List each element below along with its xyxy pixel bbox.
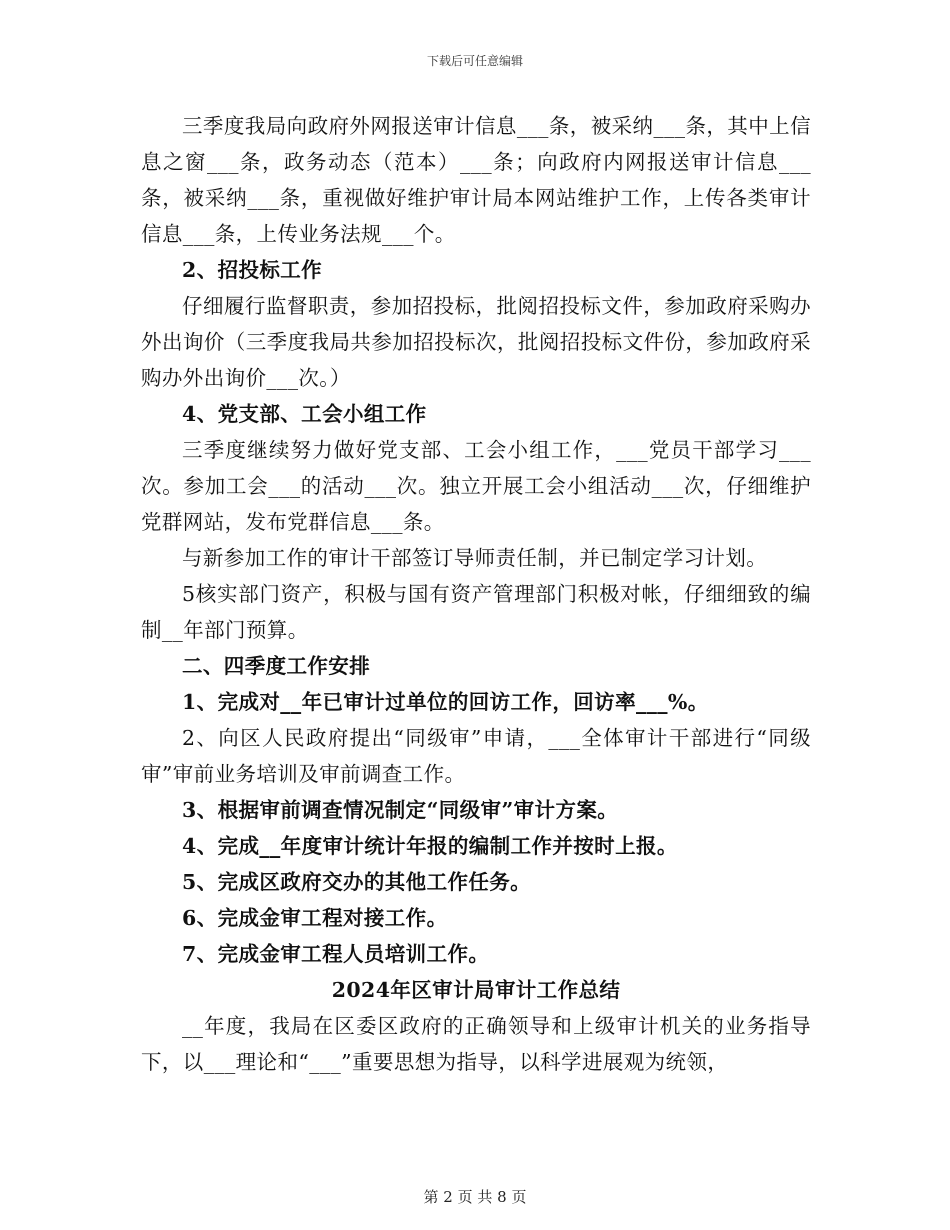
plan-item-4: 4、完成__年度审计统计年报的编制工作并按时上报。 (182, 834, 678, 858)
document-title: 2024年区审计局审计工作总结 (331, 978, 621, 1002)
plan-item-1: 1、完成对__年已审计过单位的回访工作，回访率___%。 (182, 690, 709, 714)
paragraph-info-report: 三季度我局向政府外网报送审计信息___条，被采纳___条，其中上信息之窗___条，政务动态（范本）___条；向政府内网报送审计信息___条，被采纳___条，重视做好维护审计局本网站维护工作，上传各类审计信息___条，上传业务法规___个。 (141, 114, 811, 246)
heading-party-union-work: 4、党支部、工会小组工作 (182, 402, 427, 426)
plan-item-6: 6、完成金审工程对接工作。 (182, 906, 448, 930)
plan-item-7: 7、完成金审工程人员培训工作。 (182, 942, 490, 966)
page-number: 第 2 页 共 8 页 (423, 1188, 527, 1206)
section-heading-q4-plan: 二、四季度工作安排 (182, 654, 371, 678)
paragraph-bidding: 仔细履行监督职责，参加招投标，批阅招投标文件，参加政府采购办外出询价（三季度我局共参加招投标次，批阅招投标文件份，参加政府采购办外出询价___次。） (141, 294, 811, 390)
paragraph-assets: 5核实部门资产，积极与国有资产管理部门积极对帐，仔细细致的编制__年部门预算。 (141, 582, 811, 642)
document-body (141, 108, 811, 1080)
paragraph-annual-intro: __年度，我局在区委区政府的正确领导和上级审计机关的业务指导下，以___理论和“___”重要思想为指导，以科学进展观为统领， (141, 1014, 811, 1074)
plan-item-3: 3、根据审前调查情况制定“同级审”审计方案。 (182, 798, 619, 822)
plan-item-5: 5、完成区政府交办的其他工作任务。 (182, 870, 532, 894)
heading-bidding-work: 2、招投标工作 (182, 258, 323, 282)
page-header: 下载后可任意编辑 (426, 54, 523, 68)
paragraph-party-union: 三季度继续努力做好党支部、工会小组工作，___党员干部学习___次。参加工会___的活动___次。独立开展工会小组活动___次，仔细维护党群网站，发布党群信息___条。 (141, 438, 811, 534)
paragraph-mentorship: 与新参加工作的审计干部签订导师责任制，并已制定学习计划。 (182, 546, 768, 570)
plan-item-2: 2、向区人民政府提出“同级审”申请，___全体审计干部进行“同级审”审前业务培训及审前调查工作。 (141, 726, 811, 786)
